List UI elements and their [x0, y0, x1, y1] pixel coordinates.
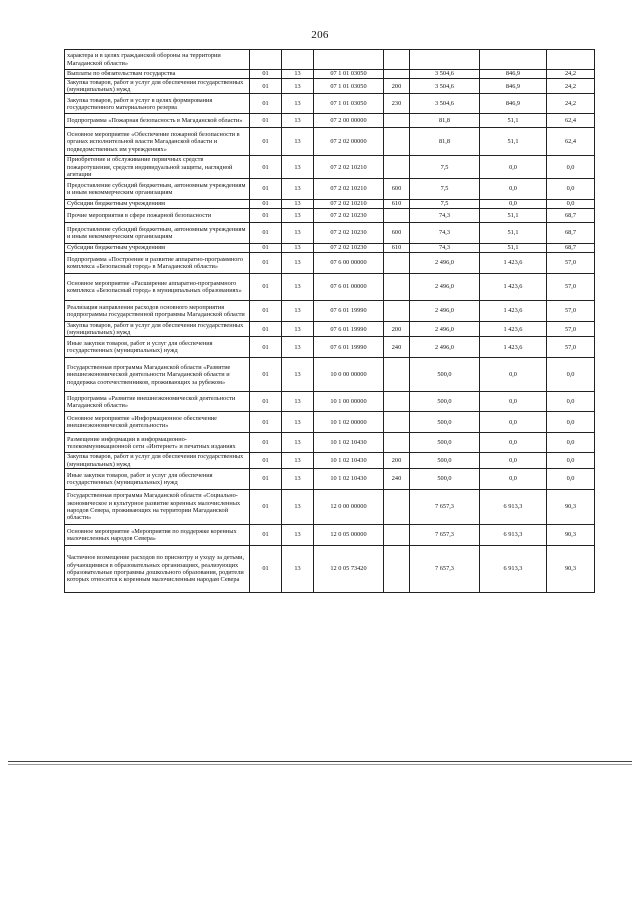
cell-csr: 07 2 02 10210 — [314, 179, 384, 200]
cell-sum2: 51,1 — [480, 114, 547, 128]
cell-name: Закупка товаров, работ и услуг для обеспечения государственных (муниципальных) нужд — [65, 322, 250, 337]
cell-sum1: 500,0 — [410, 468, 480, 489]
cell-sum1: 3 504,6 — [410, 94, 480, 114]
cell-vr: 200 — [384, 79, 410, 94]
cell-pct: 90,3 — [547, 524, 595, 545]
cell-rz: 01 — [250, 223, 282, 244]
cell-vr: 610 — [384, 200, 410, 209]
cell-sum1: 7 657,3 — [410, 489, 480, 524]
cell-name: Государственная программа Магаданской области «Развитие внешнеэкономической деятельности Магаданской области и поддержка соотечественников, проживающих за рубежом» — [65, 358, 250, 392]
cell-name: Государственная программа Магаданской области «Социально-экономическое и культурное развитие коренных малочисленных народов Севера, проживающих на территории Магаданской области» — [65, 489, 250, 524]
cell-sum1: 7 657,3 — [410, 545, 480, 592]
footer-rule-secondary — [8, 764, 632, 765]
table-row — [65, 156, 595, 179]
cell-rz: 01 — [250, 70, 282, 79]
cell-rz: 01 — [250, 179, 282, 200]
cell-pr: 13 — [282, 79, 314, 94]
cell-name: Выплаты по обязательствам государства — [65, 70, 250, 79]
cell-name: Предоставление субсидий бюджетным, автономным учреждениям и иным некоммерческим организациям — [65, 179, 250, 200]
cell-sum2: 6 913,3 — [480, 545, 547, 592]
table-row — [65, 433, 595, 453]
cell-sum2: 0,0 — [480, 433, 547, 453]
cell-csr: 10 1 02 10430 — [314, 433, 384, 453]
cell-rz: 01 — [250, 200, 282, 209]
cell-sum2: 51,1 — [480, 209, 547, 223]
cell-name: Основное мероприятие «Мероприятия по поддержке коренных малочисленных народов Севера» — [65, 524, 250, 545]
table-row — [65, 412, 595, 433]
table-row — [65, 94, 595, 114]
cell-sum1: 7,5 — [410, 200, 480, 209]
cell-pr: 13 — [282, 358, 314, 392]
cell-sum1: 7,5 — [410, 156, 480, 179]
cell-pr: 13 — [282, 392, 314, 412]
cell-csr: 07 6 01 19990 — [314, 337, 384, 358]
cell-sum1: 3 504,6 — [410, 79, 480, 94]
cell-rz: 01 — [250, 209, 282, 223]
cell-pr: 13 — [282, 209, 314, 223]
cell-name: Подпрограмма «Пожарная безопасность в Магаданской области» — [65, 114, 250, 128]
table-row — [65, 337, 595, 358]
cell-name: Закупка товаров, работ и услуг для обеспечения государственных (муниципальных) нужд — [65, 453, 250, 468]
cell-sum2: 0,0 — [480, 200, 547, 209]
cell-csr: 07 2 02 10230 — [314, 209, 384, 223]
cell-pr: 13 — [282, 545, 314, 592]
cell-rz: 01 — [250, 322, 282, 337]
cell-sum1: 81,8 — [410, 114, 480, 128]
cell-csr: 10 0 00 00000 — [314, 358, 384, 392]
cell-pct: 0,0 — [547, 412, 595, 433]
table-row — [65, 453, 595, 468]
table-row — [65, 545, 595, 592]
table-body — [65, 50, 595, 593]
cell-sum2 — [480, 50, 547, 70]
cell-name: Приобретение и обслуживание первичных средств пожаротушения, средств индивидуальной защиты, наглядной агитации — [65, 156, 250, 179]
cell-rz: 01 — [250, 253, 282, 274]
cell-pr: 13 — [282, 337, 314, 358]
cell-sum2: 51,1 — [480, 244, 547, 253]
table-row — [65, 244, 595, 253]
cell-pct: 0,0 — [547, 453, 595, 468]
cell-name: Иные закупки товаров, работ и услуг для обеспечения государственных (муниципальных) нужд — [65, 337, 250, 358]
cell-pr: 13 — [282, 223, 314, 244]
cell-sum1: 74,3 — [410, 209, 480, 223]
cell-sum1: 74,3 — [410, 244, 480, 253]
cell-vr: 240 — [384, 468, 410, 489]
cell-vr — [384, 253, 410, 274]
table-row — [65, 358, 595, 392]
cell-name: Основное мероприятие «Расширение аппаратно-программного комплекса «Безопасный город» в муниципальных образованиях» — [65, 274, 250, 301]
cell-pct: 57,0 — [547, 322, 595, 337]
cell-name: Подпрограмма «Развитие внешнеэкономической деятельности Магаданской области» — [65, 392, 250, 412]
cell-vr — [384, 545, 410, 592]
cell-pr: 13 — [282, 468, 314, 489]
cell-rz: 01 — [250, 301, 282, 322]
cell-vr — [384, 50, 410, 70]
cell-rz: 01 — [250, 358, 282, 392]
cell-pr: 13 — [282, 322, 314, 337]
cell-rz: 01 — [250, 468, 282, 489]
cell-name: Иные закупки товаров, работ и услуг для обеспечения государственных (муниципальных) нужд — [65, 468, 250, 489]
cell-name: Прочие мероприятия в сфере пожарной безопасности — [65, 209, 250, 223]
cell-rz: 01 — [250, 274, 282, 301]
cell-vr — [384, 156, 410, 179]
cell-csr: 07 2 02 10230 — [314, 223, 384, 244]
cell-rz: 01 — [250, 128, 282, 156]
cell-rz: 01 — [250, 94, 282, 114]
cell-sum1: 81,8 — [410, 128, 480, 156]
cell-csr: 07 2 02 10210 — [314, 200, 384, 209]
table-row — [65, 524, 595, 545]
cell-csr: 07 6 00 00000 — [314, 253, 384, 274]
cell-csr: 10 1 02 00000 — [314, 412, 384, 433]
cell-pct: 68,7 — [547, 223, 595, 244]
table-row — [65, 322, 595, 337]
cell-name: Размещение информации в информационно-телекоммуникационной сети «Интернет» и печатных изданиях — [65, 433, 250, 453]
cell-rz: 01 — [250, 392, 282, 412]
cell-name: Закупка товаров, работ и услуг для обеспечения государственных (муниципальных) нужд — [65, 79, 250, 94]
cell-pct: 62,4 — [547, 114, 595, 128]
table-row — [65, 114, 595, 128]
cell-pct: 57,0 — [547, 253, 595, 274]
cell-rz: 01 — [250, 337, 282, 358]
table-row — [65, 489, 595, 524]
cell-pr: 13 — [282, 301, 314, 322]
cell-name: Субсидии бюджетным учреждениям — [65, 200, 250, 209]
cell-name: Частичное возмещение расходов по присмотру и уходу за детьми, обучающимися в образовательных организациях, реализующих образовательные программы дошкольного образования, родители которых относятся к коренным малочисленным народам Севера — [65, 545, 250, 592]
cell-vr: 230 — [384, 94, 410, 114]
cell-sum2: 846,9 — [480, 94, 547, 114]
cell-vr — [384, 70, 410, 79]
cell-name: Подпрограмма «Построение и развитие аппаратно-программного комплекса «Безопасный город» в Магаданской области» — [65, 253, 250, 274]
cell-sum1: 2 496,0 — [410, 274, 480, 301]
cell-vr — [384, 412, 410, 433]
cell-sum2: 1 423,6 — [480, 274, 547, 301]
cell-vr — [384, 274, 410, 301]
cell-sum1: 500,0 — [410, 358, 480, 392]
cell-pr: 13 — [282, 524, 314, 545]
cell-rz: 01 — [250, 244, 282, 253]
cell-csr: 07 2 00 00000 — [314, 114, 384, 128]
cell-pr: 13 — [282, 453, 314, 468]
cell-sum2: 51,1 — [480, 223, 547, 244]
cell-csr: 07 2 02 00000 — [314, 128, 384, 156]
cell-vr — [384, 128, 410, 156]
cell-vr — [384, 358, 410, 392]
table-row — [65, 392, 595, 412]
cell-pr: 13 — [282, 128, 314, 156]
cell-pr: 13 — [282, 489, 314, 524]
cell-sum1: 500,0 — [410, 433, 480, 453]
cell-sum1: 7 657,3 — [410, 524, 480, 545]
cell-pr: 13 — [282, 94, 314, 114]
cell-sum2: 1 423,6 — [480, 337, 547, 358]
cell-pct: 57,0 — [547, 274, 595, 301]
cell-pct: 0,0 — [547, 468, 595, 489]
cell-pct: 57,0 — [547, 301, 595, 322]
cell-vr — [384, 392, 410, 412]
budget-table — [64, 49, 595, 593]
cell-sum1 — [410, 50, 480, 70]
cell-csr: 10 1 02 10430 — [314, 468, 384, 489]
cell-pct: 68,7 — [547, 209, 595, 223]
cell-rz: 01 — [250, 489, 282, 524]
cell-csr: 12 0 00 00000 — [314, 489, 384, 524]
cell-pct: 24,2 — [547, 94, 595, 114]
cell-name: Основное мероприятие «Обеспечение пожарной безопасности в органах исполнительной власти Магаданской области и подведомственных им учреждениях» — [65, 128, 250, 156]
cell-sum1: 2 496,0 — [410, 337, 480, 358]
cell-sum2: 846,9 — [480, 79, 547, 94]
cell-csr: 07 2 02 10230 — [314, 244, 384, 253]
cell-pr: 13 — [282, 70, 314, 79]
cell-pct: 90,3 — [547, 545, 595, 592]
cell-rz: 01 — [250, 79, 282, 94]
cell-sum1: 500,0 — [410, 412, 480, 433]
cell-csr: 12 0 05 73420 — [314, 545, 384, 592]
cell-pct — [547, 50, 595, 70]
cell-pr — [282, 50, 314, 70]
cell-sum2: 1 423,6 — [480, 253, 547, 274]
cell-csr: 07 6 01 19990 — [314, 322, 384, 337]
cell-csr: 07 1 01 03050 — [314, 94, 384, 114]
cell-sum2: 0,0 — [480, 179, 547, 200]
cell-name: Закупка товаров, работ и услуг в целях формирования государственного материального резерва — [65, 94, 250, 114]
cell-csr — [314, 50, 384, 70]
cell-vr: 610 — [384, 244, 410, 253]
footer-rule — [8, 761, 632, 762]
cell-pr: 13 — [282, 253, 314, 274]
cell-rz: 01 — [250, 524, 282, 545]
cell-sum1: 2 496,0 — [410, 253, 480, 274]
cell-csr: 07 6 01 00000 — [314, 274, 384, 301]
cell-vr: 200 — [384, 453, 410, 468]
cell-pct: 68,7 — [547, 244, 595, 253]
cell-pr: 13 — [282, 433, 314, 453]
table-row — [65, 128, 595, 156]
cell-name: Реализация направления расходов основного мероприятия подпрограммы государственной программы Магаданской области — [65, 301, 250, 322]
cell-sum2: 0,0 — [480, 453, 547, 468]
cell-sum2: 6 913,3 — [480, 489, 547, 524]
cell-pr: 13 — [282, 274, 314, 301]
cell-vr: 200 — [384, 322, 410, 337]
cell-sum1: 500,0 — [410, 392, 480, 412]
cell-sum1: 3 504,6 — [410, 70, 480, 79]
cell-sum2: 51,1 — [480, 128, 547, 156]
table-row — [65, 50, 595, 70]
cell-rz: 01 — [250, 412, 282, 433]
cell-sum1: 74,3 — [410, 223, 480, 244]
table-row — [65, 200, 595, 209]
cell-pr: 13 — [282, 179, 314, 200]
cell-sum2: 0,0 — [480, 392, 547, 412]
cell-vr — [384, 114, 410, 128]
page-number: 206 — [311, 29, 329, 41]
table-row — [65, 79, 595, 94]
cell-name: характера и в целях гражданской обороны на территории Магаданской области» — [65, 50, 250, 70]
cell-vr — [384, 209, 410, 223]
cell-rz — [250, 50, 282, 70]
cell-sum2: 0,0 — [480, 412, 547, 433]
table-row — [65, 209, 595, 223]
cell-vr: 240 — [384, 337, 410, 358]
cell-csr: 07 6 01 19990 — [314, 301, 384, 322]
cell-csr: 12 0 05 00000 — [314, 524, 384, 545]
cell-vr — [384, 433, 410, 453]
cell-sum2: 0,0 — [480, 358, 547, 392]
cell-csr: 07 1 01 03050 — [314, 70, 384, 79]
cell-pct: 0,0 — [547, 392, 595, 412]
table-row — [65, 468, 595, 489]
table-row — [65, 223, 595, 244]
cell-pct: 0,0 — [547, 358, 595, 392]
cell-rz: 01 — [250, 433, 282, 453]
cell-sum1: 500,0 — [410, 453, 480, 468]
cell-rz: 01 — [250, 545, 282, 592]
cell-sum2: 846,9 — [480, 70, 547, 79]
table-row — [65, 253, 595, 274]
cell-name: Предоставление субсидий бюджетным, автономным учреждениям и иным некоммерческим организациям — [65, 223, 250, 244]
cell-pct: 57,0 — [547, 337, 595, 358]
cell-sum2: 1 423,6 — [480, 301, 547, 322]
cell-sum2: 6 913,3 — [480, 524, 547, 545]
cell-vr — [384, 524, 410, 545]
cell-csr: 07 2 02 10210 — [314, 156, 384, 179]
table-row — [65, 301, 595, 322]
cell-sum1: 2 496,0 — [410, 301, 480, 322]
cell-sum1: 2 496,0 — [410, 322, 480, 337]
cell-vr — [384, 489, 410, 524]
cell-rz: 01 — [250, 156, 282, 179]
cell-sum1: 7,5 — [410, 179, 480, 200]
cell-pr: 13 — [282, 412, 314, 433]
cell-pct: 62,4 — [547, 128, 595, 156]
cell-name: Субсидии бюджетным учреждениям — [65, 244, 250, 253]
table-row — [65, 179, 595, 200]
cell-pct: 0,0 — [547, 200, 595, 209]
cell-csr: 10 1 02 10430 — [314, 453, 384, 468]
cell-vr: 600 — [384, 223, 410, 244]
cell-pr: 13 — [282, 200, 314, 209]
table-row — [65, 70, 595, 79]
cell-rz: 01 — [250, 114, 282, 128]
cell-pct: 24,2 — [547, 70, 595, 79]
cell-vr — [384, 301, 410, 322]
cell-pr: 13 — [282, 244, 314, 253]
cell-pr: 13 — [282, 156, 314, 179]
cell-rz: 01 — [250, 453, 282, 468]
cell-pct: 24,2 — [547, 79, 595, 94]
cell-sum2: 0,0 — [480, 468, 547, 489]
cell-pr: 13 — [282, 114, 314, 128]
cell-name: Основное мероприятие «Информационное обеспечение внешнеэкономической деятельности» — [65, 412, 250, 433]
cell-csr: 10 1 00 00000 — [314, 392, 384, 412]
cell-pct: 0,0 — [547, 156, 595, 179]
cell-csr: 07 1 01 03050 — [314, 79, 384, 94]
cell-pct: 90,3 — [547, 489, 595, 524]
cell-pct: 0,0 — [547, 179, 595, 200]
cell-sum2: 1 423,6 — [480, 322, 547, 337]
cell-pct: 0,0 — [547, 433, 595, 453]
cell-sum2: 0,0 — [480, 156, 547, 179]
cell-vr: 600 — [384, 179, 410, 200]
table-row — [65, 274, 595, 301]
